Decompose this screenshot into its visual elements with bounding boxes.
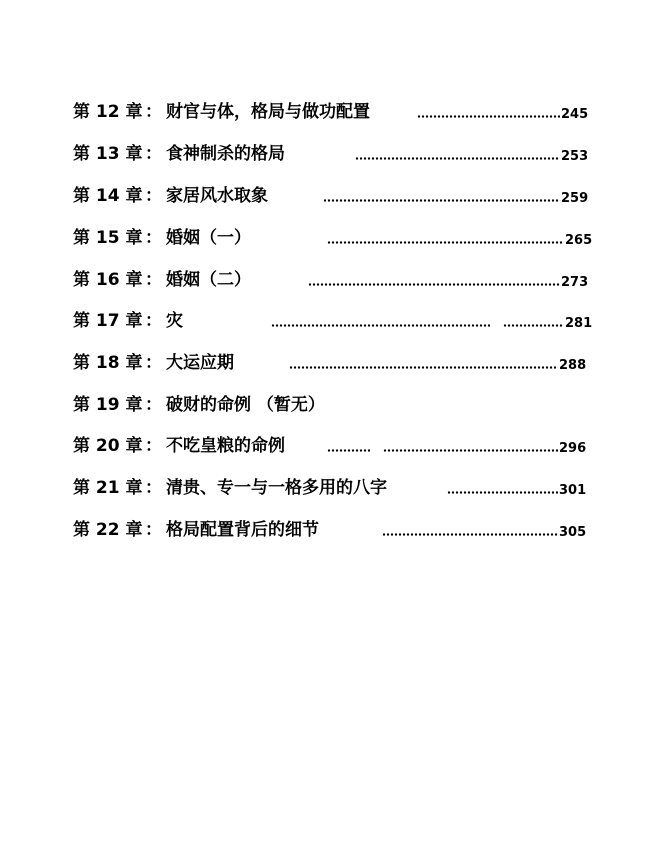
chapter-number: 第 21 章 [73, 478, 143, 498]
chapter-separator: ： [145, 478, 162, 498]
chapter-title: 婚姻（一） [166, 228, 251, 248]
chapter-separator: ： [145, 102, 162, 122]
chapter-number: 第 14 章 [73, 186, 143, 206]
dot-leader [383, 449, 558, 452]
page-number: 245 [561, 107, 589, 122]
chapter-separator: ： [145, 395, 162, 415]
dot-leader [327, 449, 371, 452]
chapter-separator: ： [145, 311, 162, 331]
dot-leader [447, 491, 558, 494]
dot-leader [323, 199, 560, 202]
chapter-separator: ： [145, 144, 162, 164]
chapter-number: 第 18 章 [73, 353, 143, 373]
dot-leader [271, 324, 491, 327]
chapter-title: 破财的命例 （暂无） [166, 395, 325, 415]
chapter-title: 婚姻（二） [166, 270, 251, 290]
chapter-number: 第 20 章 [73, 436, 143, 456]
page-number: 301 [559, 483, 587, 498]
page-number: 273 [561, 275, 589, 290]
chapter-number: 第 17 章 [73, 311, 143, 331]
chapter-title: 灾 [166, 311, 183, 331]
chapter-title: 食神制杀的格局 [166, 144, 285, 164]
dot-leader [308, 283, 560, 286]
dot-leader [417, 115, 560, 118]
chapter-title: 清贵、专一与一格多用的八字 [166, 478, 387, 498]
chapter-number: 第 15 章 [73, 228, 143, 248]
chapter-number: 第 13 章 [73, 144, 143, 164]
dot-leader [503, 324, 563, 327]
chapter-separator: ： [145, 520, 162, 540]
dot-leader [382, 533, 558, 536]
chapter-title: 大运应期 [166, 353, 234, 373]
chapter-separator: ： [145, 436, 162, 456]
chapter-title: 家居风水取象 [166, 186, 268, 206]
page-number: 305 [559, 525, 587, 540]
dot-leader [289, 366, 558, 369]
chapter-title: 格局配置背后的细节 [166, 520, 319, 540]
page-number: 265 [565, 233, 593, 248]
chapter-separator: ： [145, 353, 162, 373]
page-number: 296 [559, 441, 587, 456]
chapter-separator: ： [145, 228, 162, 248]
page-number: 281 [565, 316, 593, 331]
chapter-title: 不吃皇粮的命例 [166, 436, 285, 456]
page-number: 253 [561, 149, 589, 164]
page-number: 288 [559, 358, 587, 373]
chapter-number: 第 19 章 [73, 395, 143, 415]
chapter-number: 第 12 章 [73, 102, 143, 122]
page-number: 259 [561, 191, 589, 206]
chapter-title: 财官与体，格局与做功配置 [166, 102, 370, 122]
dot-leader [355, 157, 560, 160]
dot-leader [327, 241, 564, 244]
chapter-number: 第 22 章 [73, 520, 143, 540]
chapter-separator: ： [145, 186, 162, 206]
chapter-number: 第 16 章 [73, 270, 143, 290]
chapter-separator: ： [145, 270, 162, 290]
